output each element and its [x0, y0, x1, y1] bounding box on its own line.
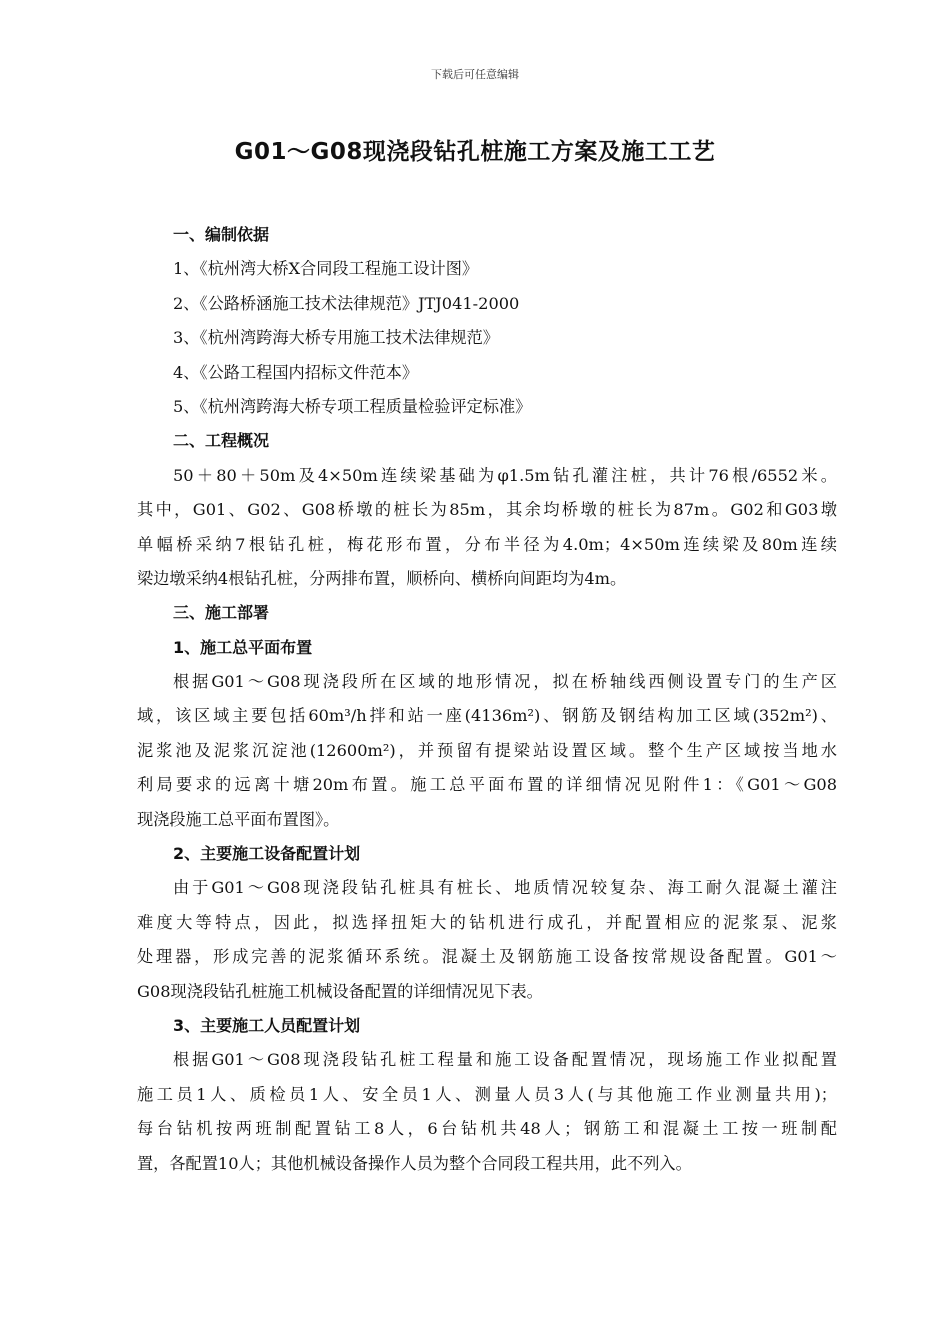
- subsection-heading: 3、主要施工人员配置计划: [173, 1015, 361, 1035]
- section-heading: 三、施工部署: [173, 603, 270, 623]
- paragraph-line: 难度大等特点，因此，拟选择扭矩大的钻机进行成孔，并配置相应的泥浆泵、泥浆: [137, 912, 837, 932]
- reference-item: 4、《公路工程国内招标文件范本》: [173, 362, 419, 382]
- section-heading: 二、工程概况: [173, 431, 270, 451]
- reference-item: 2、《公路桥涵施工技术法律规范》JTJ041-2000: [173, 293, 520, 313]
- paragraph-line: 每台钻机按两班制配置钻工8人，6台钻机共48人；钢筋工和混凝土工按一班制配: [137, 1119, 837, 1139]
- paragraph-line: 50＋80＋50m及4×50m连续梁基础为φ1.5m钻孔灌注桩，共计76根/6552米。: [173, 465, 837, 485]
- paragraph-line: 利局要求的远离十塘20m布置。施工总平面布置的详细情况见附件1：《G01～G08: [137, 775, 837, 795]
- paragraph-line: G08现浇段钻孔桩施工机械设备配置的详细情况见下表。: [137, 981, 543, 1001]
- subsection-heading: 2、主要施工设备配置计划: [173, 844, 361, 864]
- document-title: G01～G08现浇段钻孔桩施工方案及施工工艺: [234, 139, 716, 165]
- paragraph-line: 根据G01～G08现浇段钻孔桩工程量和施工设备配置情况，现场施工作业拟配置: [173, 1050, 837, 1070]
- paragraph-line: 处理器，形成完善的泥浆循环系统。混凝土及钢筋施工设备按常规设备配置。G01～: [137, 947, 837, 967]
- subsection-heading: 1、施工总平面布置: [173, 637, 313, 657]
- document-body: [137, 218, 837, 1181]
- paragraph-line: 置，各配置10人；其他机械设备操作人员为整个合同段工程共用，此不列入。: [137, 1153, 692, 1173]
- paragraph-line: 其中，G01、G02、G08桥墩的桩长为85m，其余均桥墩的桩长为87m。G02和G03墩: [137, 500, 837, 520]
- reference-item: 5、《杭州湾跨海大桥专项工程质量检验评定标准》: [173, 396, 532, 416]
- reference-item: 3、《杭州湾跨海大桥专用施工技术法律规范》: [173, 328, 499, 348]
- paragraph-line: 由于G01～G08现浇段钻孔桩具有桩长、地质情况较复杂、海工耐久混凝土灌注: [173, 878, 837, 898]
- section-heading: 一、编制依据: [173, 225, 270, 244]
- paragraph-line: 施工员1人、质检员1人、安全员1人、测量人员3人(与其他施工作业测量共用)；: [137, 1084, 837, 1104]
- reference-item: 1、《杭州湾大桥X合同段工程施工设计图》: [173, 259, 479, 279]
- paragraph-line: 泥浆池及泥浆沉淀池(12600m²)，并预留有提梁站设置区域。整个生产区域按当地水: [137, 740, 837, 760]
- download-note: 下载后可任意编辑: [431, 68, 519, 81]
- paragraph-line: 根据G01～G08现浇段所在区域的地形情况，拟在桥轴线西侧设置专门的生产区: [173, 672, 837, 692]
- paragraph-line: 梁边墩采纳4根钻孔桩，分两排布置，顺桥向、横桥向间距均为4m。: [137, 568, 627, 588]
- paragraph-line: 单幅桥采纳7根钻孔桩，梅花形布置，分布半径为4.0m；4×50m连续梁及80m连续: [137, 534, 837, 554]
- paragraph-line: 域，该区域主要包括60m³/h拌和站一座(4136m²)、钢筋及钢结构加工区域(352m²)、: [137, 706, 837, 726]
- paragraph-line: 现浇段施工总平面布置图》。: [137, 809, 340, 829]
